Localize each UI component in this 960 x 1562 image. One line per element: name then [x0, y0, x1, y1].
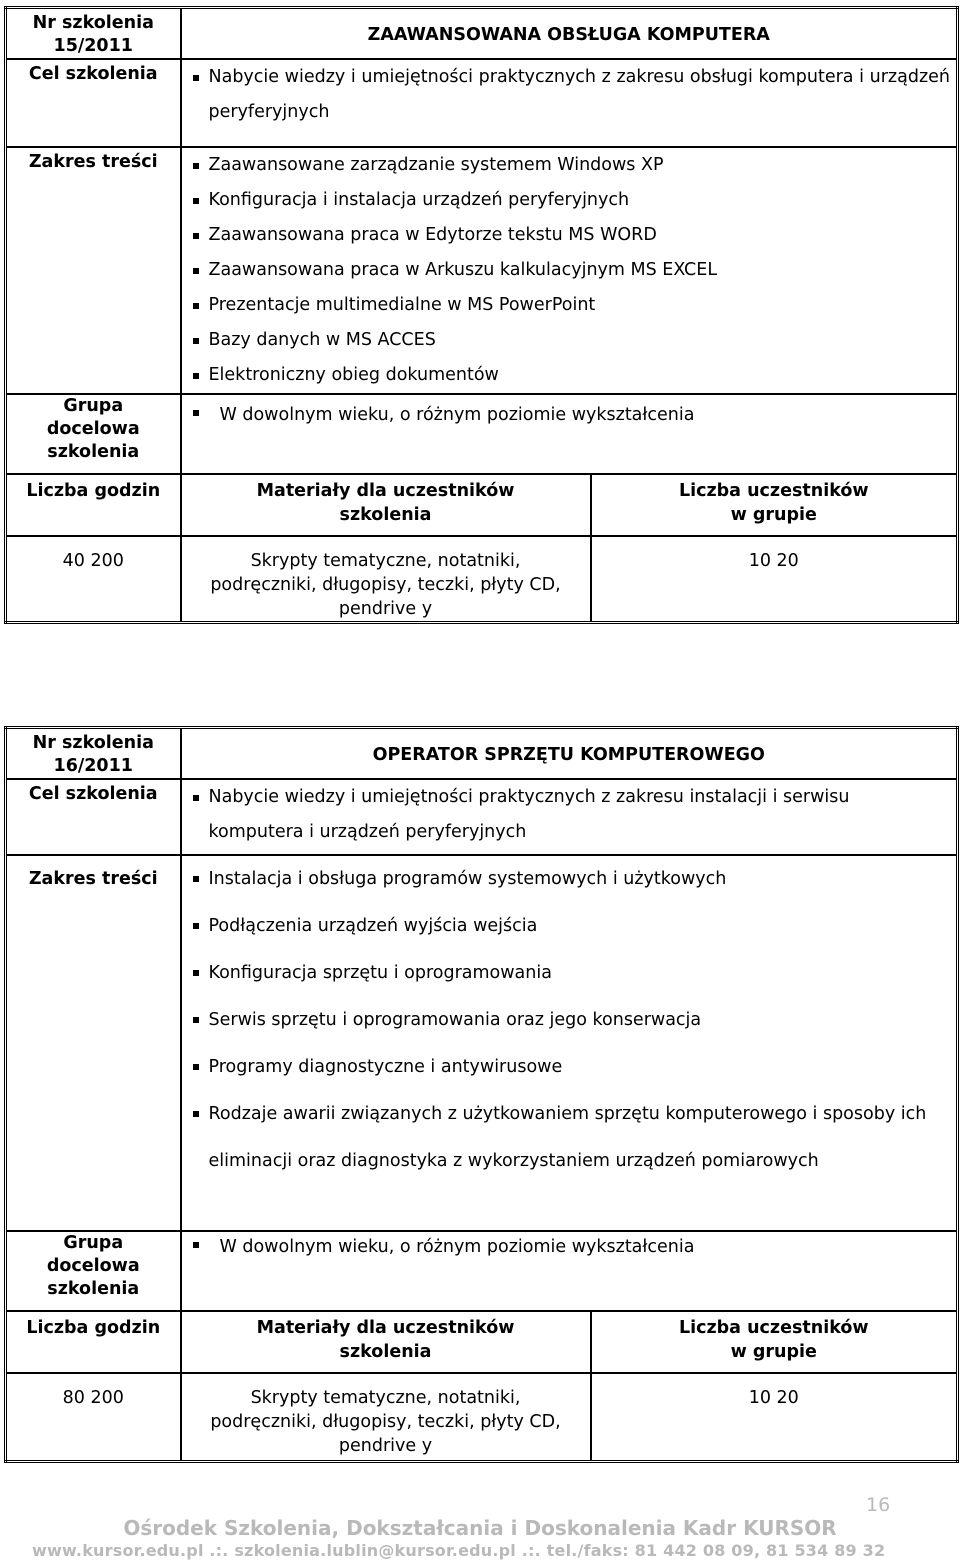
target-group-label: Grupa docelowa szkolenia: [6, 1231, 181, 1311]
materials-value: Skrypty tematyczne, notatniki, podręczniki, długopisy, teczki, płyty CD, pendrive y: [181, 536, 591, 623]
course-title: ZAAWANSOWANA OBSŁUGA KOMPUTERA: [181, 8, 958, 60]
materials-label: Materiały dla uczestników szkolenia: [181, 1311, 591, 1373]
target-group-text: W dowolnym wieku, o różnym poziomie wykształcenia: [182, 395, 951, 433]
participants-value: 10 20: [591, 1373, 958, 1461]
hours-value: 80 200: [6, 1373, 181, 1461]
course-table: [4, 726, 959, 1463]
scope-item: Zaawansowana praca w Edytorze tekstu MS WORD: [182, 218, 951, 253]
scope-item: Elektroniczny obieg dokumentów: [182, 358, 951, 393]
footer-organization: Ośrodek Szkolenia, Dokształcania i Doskonalenia Kadr KURSOR: [123, 1516, 837, 1540]
goal-text: Nabycie wiedzy i umiejętności praktycznych z zakresu obsługi komputera i urządzeń peryferyjnych: [182, 60, 951, 130]
goal-label: Cel szkolenia: [6, 779, 181, 855]
participants-value: 10 20: [591, 536, 958, 623]
course-number-label: Nr szkolenia: [32, 733, 154, 753]
scope-item: Bazy danych w MS ACCES: [182, 323, 951, 358]
course-number: 16/2011: [53, 756, 133, 776]
target-group-text: W dowolnym wieku, o różnym poziomie wykształcenia: [182, 1232, 951, 1259]
participants-label: Liczba uczestników w grupie: [591, 1311, 958, 1373]
course-number-cell: [6, 8, 181, 60]
goal-text: Nabycie wiedzy i umiejętności praktycznych z zakresu instalacji i serwisu komputera i urządzeń peryferyjnych: [182, 780, 951, 850]
target-group-cell: [181, 1231, 958, 1311]
course-number: 15/2011: [53, 36, 133, 56]
course-number-cell: [6, 728, 181, 780]
scope-cell: [181, 855, 958, 1231]
hours-label: Liczba godzin: [6, 1311, 181, 1373]
hours-value: 40 200: [6, 536, 181, 623]
course-title: OPERATOR SPRZĘTU KOMPUTEROWEGO: [181, 728, 958, 780]
course-number-label: Nr szkolenia: [32, 13, 154, 33]
scope-item: Prezentacje multimedialne w MS PowerPoint: [182, 288, 951, 323]
scope-item: Instalacja i obsługa programów systemowych i użytkowych: [182, 856, 951, 903]
scope-label: Zakres treści: [6, 855, 181, 1231]
scope-label: Zakres treści: [6, 147, 181, 394]
goal-label: Cel szkolenia: [6, 59, 181, 147]
goal-cell: [181, 779, 958, 855]
scope-item: Konfiguracja sprzętu i oprogramowania: [182, 950, 951, 997]
participants-label: Liczba uczestników w grupie: [591, 474, 958, 536]
scope-item: Zaawansowana praca w Arkuszu kalkulacyjnym MS EXCEL: [182, 253, 951, 288]
scope-item: Programy diagnostyczne i antywirusowe: [182, 1044, 951, 1091]
target-group-label: Grupa docelowa szkolenia: [6, 394, 181, 474]
scope-item: Serwis sprzętu i oprogramowania oraz jego konserwacja: [182, 997, 951, 1044]
scope-item: Konfiguracja i instalacja urządzeń peryferyjnych: [182, 183, 951, 218]
materials-value: Skrypty tematyczne, notatniki, podręczniki, długopisy, teczki, płyty CD, pendrive y: [181, 1373, 591, 1461]
materials-label: Materiały dla uczestników szkolenia: [181, 474, 591, 536]
scope-item: Rodzaje awarii związanych z użytkowaniem sprzętu komputerowego i sposoby ich eliminacji oraz diagnostyka z wykorzystaniem urządzeń pomiarowych: [182, 1091, 951, 1185]
hours-label: Liczba godzin: [6, 474, 181, 536]
course-table: [4, 6, 959, 624]
scope-item: Podłączenia urządzeń wyjścia wejścia: [182, 903, 951, 950]
goal-cell: [181, 59, 958, 147]
page-number: 16: [866, 1494, 891, 1516]
scope-cell: [181, 147, 958, 394]
scope-item: Zaawansowane zarządzanie systemem Windows XP: [182, 148, 951, 183]
target-group-cell: [181, 394, 958, 474]
footer-contact: www.kursor.edu.pl .:. szkolenia.lublin@kursor.edu.pl .:. tel./faks: 81 442 08 09, 81 534 89 32: [32, 1541, 886, 1560]
